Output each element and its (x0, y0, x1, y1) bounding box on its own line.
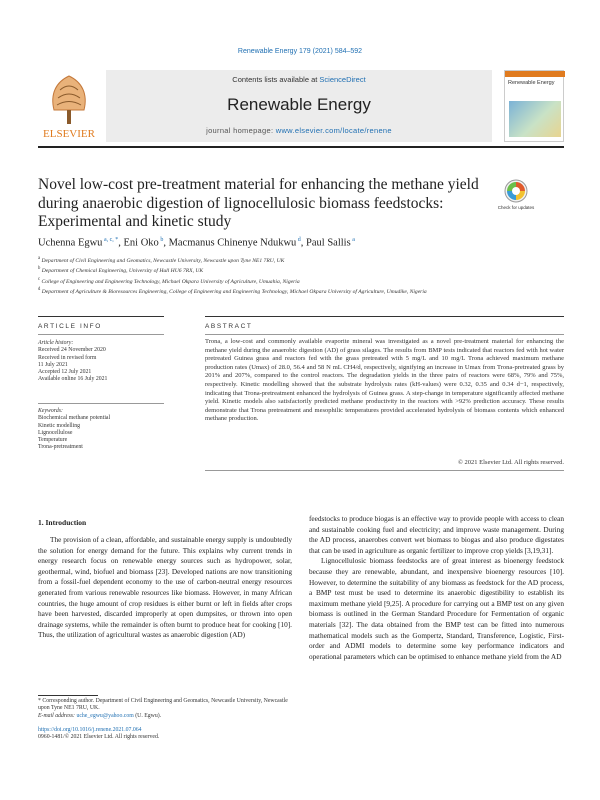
author-name[interactable]: Macmanus Chinenye Ndukwu (168, 237, 297, 249)
cover-stripe (505, 71, 565, 77)
journal-cover-thumbnail (504, 70, 564, 142)
history-item: 11 July 2021 (38, 361, 68, 368)
info-rule-top (38, 316, 164, 317)
crossmark-icon[interactable] (497, 178, 535, 214)
email-label: E-mail address: (38, 712, 77, 719)
affiliation-text: Department of Chemical Engineering, University of Hull HU6 7RX, UK (41, 268, 204, 275)
crossmark-label: Check for updates (497, 205, 535, 210)
author-name[interactable]: Uchenna Egwu (38, 237, 103, 249)
journal-name: Renewable Energy (227, 95, 371, 114)
info-rule-mid (38, 334, 164, 335)
author-name[interactable]: Paul Sallis (306, 237, 351, 249)
author-separator: , (300, 237, 307, 249)
author-name[interactable]: Eni Oko (123, 237, 159, 249)
abstract-rule-mid (205, 334, 564, 335)
running-head: Renewable Energy 179 (2021) 584–592 (237, 48, 363, 55)
corresponding-author-note: * Corresponding author. Department of Civil Engineering and Geomatics, Newcastle University, Newcastle upon Tyne NE1 7RU, UK. (38, 698, 288, 712)
affiliation-mark: d (38, 286, 41, 292)
info-rule-keywords (38, 403, 164, 404)
history-item: Accepted 12 July 2021 (38, 369, 92, 376)
affiliation-text: College of Engineering and Engineering Technology, Michael Okpara University of Agriculture, Umuahia, Nigeria (41, 278, 300, 285)
body-paragraph: feedstocks to produce biogas is an effective way to provide people with access to clean and sustainable cooking fuel and electricity; and improve waste management. During the AD process, anaerobes convert wet biomass to biogas and also produce digestates that can be used in agriculture as organic fertilizer to improve crop yields [3,19,31]. (309, 514, 564, 555)
author-separator: , (163, 237, 169, 249)
keyword-item: Kinetic modelling (38, 422, 81, 429)
body-paragraph: Lignocellulosic biomass feedstocks are of great interest as bioenergy feedstock because they are renewable, abundant, and inexpensive bioenergy resources [10]. However, to determine the suitability of any biomass as feedstock for the AD process, a BMP test must be used to determine its anaerobic digestibility to establish its maximum methane yield [9,25]. A procedure for carrying out a BMP test on any given biomass is outlined in the German Standard Procedure for Fermentation of organic materials [32]. The data obtained from the BMP test can be fitted into numerous mathematical models such as the Gompertz, Standard, Transference, Logistic, First-order and ADMI models to determine some key performance indicators and operational parameters which can be optimised to enhance methane yield from the AD (309, 556, 564, 661)
homepage-line (106, 126, 492, 135)
doi-link[interactable]: https://doi.org/10.1016/j.renene.2021.07.064 (38, 727, 142, 733)
affiliation-mark: b (38, 266, 41, 272)
contents-line (106, 75, 492, 84)
author-affil-mark[interactable]: a (350, 237, 355, 243)
keyword-item: Lignocellulose (38, 429, 73, 436)
history-item: Received 24 November 2020 (38, 347, 106, 354)
elsevier-logo (38, 70, 100, 142)
affiliation-item (38, 276, 538, 286)
abstract-rule-top (205, 316, 564, 317)
footnotes (38, 698, 292, 720)
affiliation-mark: c (38, 276, 41, 282)
author-separator: , (118, 237, 124, 249)
article-info-heading: ARTICLE INFO (38, 323, 102, 330)
keyword-item: Biochemical methane potential (38, 415, 111, 422)
affiliation-mark: a (38, 256, 41, 261)
footnote-rule (38, 695, 98, 696)
affiliation-item (38, 286, 538, 296)
email-line (38, 713, 292, 720)
history-item: Received in revised form (38, 354, 97, 361)
abstract-copyright: © 2021 Elsevier Ltd. All rights reserved. (457, 459, 564, 466)
abstract-heading: ABSTRACT (205, 323, 253, 330)
author-affil-mark[interactable]: b (158, 237, 164, 243)
cover-title: Renewable Energy (508, 80, 555, 86)
elsevier-wordmark: ELSEVIER (43, 128, 95, 140)
author-affil-mark[interactable]: a, c, * (102, 237, 119, 243)
author-affil-mark[interactable]: d (296, 237, 301, 243)
email-link[interactable]: uche_egwu@yahoo.com (76, 712, 134, 719)
keyword-item: Temperature (38, 437, 68, 444)
keywords (38, 408, 164, 452)
keywords-label: Keywords: (38, 408, 63, 414)
section-heading-introduction: 1. Introduction (38, 518, 87, 527)
issn-line: 0960-1481/© 2021 Elsevier Ltd. All rights reserved. (38, 734, 160, 741)
abstract-rule-bottom (205, 470, 564, 471)
body-column-left (38, 535, 292, 641)
email-suffix: (U. Egwu). (133, 712, 162, 719)
article-history (38, 340, 164, 384)
contents-prefix: Contents lists available at (232, 75, 320, 84)
affiliation-item (38, 255, 538, 265)
header-rule (38, 146, 564, 148)
history-item: Available online 16 July 2021 (38, 376, 108, 383)
sciencedirect-link[interactable]: ScienceDirect (319, 75, 366, 84)
affiliation-item (38, 265, 538, 275)
abstract-text: Trona, a low-cost and commonly available evaporite mineral was investigated as a novel pre-treatment material for enhancing the methane yield during the anaerobic digestion (AD) of grass silages. The results from BMP tests indicated that reactors fed with hot water pretreated Guinea grass and reactors fed with the grass pretreated with 5 mg/L and 10 mg/L Trona achieved maximum methane production rates (Umax) of 28.0, 56.4 and 58 N mL CH4/d, respectively, signifying an increase in Umax from Trona-pretreated grass by 201% and 207%, compared to the control reactors. The degradation yields in the three pairs of reactors were 68%, 79% and 75%, respectively. Kinetic modelling showed that the substrate hydrolysis rates (kH-values) were 0.32, 0.35 and 0.34 d−1, respectively, indicating that Trona-pretreatment enhanced the hydrolysis of Guinea grass. A step-change in temperature significantly affected methane yield. Kinetic models also satisfactorily predicted methane productivity in the reactors with >92% prediction accuracy. These results demonstrate that Trona pretreatment and mesophilic temperatures provided accelerated hydrolysis of biomass contents which enhanced methane production. (205, 338, 564, 423)
homepage-prefix: journal homepage: (206, 126, 276, 135)
affiliation-text: Department of Civil Engineering and Geomatics, Newcastle University, Newcastle upon Tyne NE1 7RU, UK (41, 257, 285, 264)
affiliation-text: Department of Agriculture & Bioresources Engineering, College of Engineering and Engineering Technology, Michael Okpara University of Agriculture, Umudike, Nigeria (41, 288, 427, 295)
author-list (38, 237, 355, 249)
body-paragraph: The provision of a clean, affordable, and sustainable energy supply is undoubtedly the solution for energy demand for the future. This explains why current trends in energy research focus on renewable energy sources such as hydropower, solar, geothermal, wind, biofuel and biomass [23]. Developed nations are now transitioning from a fossil-fuel dependent economy to the use of carbon-neutral energy resources generated from various renewable resources like biomass. However, in many African countries, the huge amount of crop residues is either burnt or left in fields after crops have been harvested, discarded improperly at open dumpsites, or thrown into open drainage systems, while the remainder is often burnt to produce heat for cooking [10]. Thus, the utilization of agricultural wastes as anaerobic digestion (AD) (38, 535, 292, 640)
body-column-right (309, 514, 564, 662)
cover-image (509, 101, 561, 137)
history-label: Article history: (38, 340, 74, 346)
doi-block (38, 727, 292, 742)
keyword-item: Trona-pretreatment (38, 444, 83, 451)
homepage-link[interactable]: www.elsevier.com/locate/renene (275, 126, 392, 135)
article-title: Novel low-cost pre-treatment material for enhancing the methane yield during anaerobic digestion of lignocellulosic biomass feedstocks: Experimental and kinetic study (38, 176, 479, 230)
affiliations (38, 255, 538, 296)
